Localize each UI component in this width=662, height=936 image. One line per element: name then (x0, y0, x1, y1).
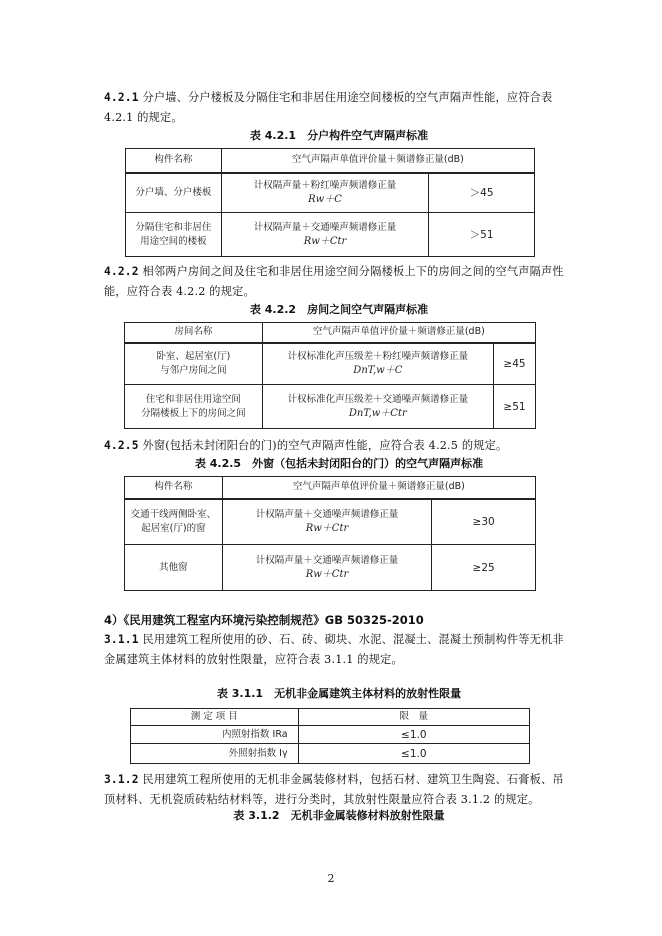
row-name-line: 交通干线两侧卧室、 (130, 508, 217, 520)
table-row (126, 173, 535, 213)
table-4-2-1 (125, 148, 535, 257)
quantity-symbol: Rw＋C (308, 193, 342, 205)
quantity-symbol: Rw＋Ctr (303, 235, 347, 247)
clause-text: 相邻两户房间之间及住宅和非居住用途空间分隔楼板上下的房间之间的空气声隔声性能，应符合表 4.2.2 的规定。 (104, 265, 564, 298)
clause-text: 民用建筑工程所使用的砂、石、砖、砌块、水泥、混凝土、混凝土预制构件等无机非金属建筑主体材料的放射性限量，应符合表 3.1.1 的规定。 (104, 633, 564, 666)
row-name: 其他窗 (125, 545, 223, 591)
clause-number: 3.1.1 (104, 633, 139, 646)
quantity-symbol: Rw＋Ctr (305, 522, 349, 534)
quantity-label: 计权隔声量＋粉红噪声频谱修正量 (253, 179, 397, 191)
table-row (125, 499, 536, 545)
header-cell: 空气声隔声单值评价量＋频谱修正量(dB) (222, 477, 535, 499)
table-row (125, 385, 536, 429)
quantity-symbol: DnT,w＋Ctr (348, 407, 407, 419)
row-name-line: 用途空间的楼板 (140, 235, 207, 247)
table-4-2-1-caption: 表 4.2.1 分户构件空气声隔声标准 (249, 129, 429, 142)
quantity-label: 计权标准化声压级差＋粉红噪声频谱修正量 (287, 350, 469, 362)
table-3-1-1 (130, 708, 530, 764)
quantity-cell (222, 499, 431, 545)
header-cell: 构件名称 (126, 149, 222, 173)
row-name-line: 分隔住宅和非居住 (135, 221, 212, 233)
table-row (125, 343, 536, 385)
row-name: 内照射指数 IRa (131, 726, 299, 744)
clause-4-2-1 (104, 88, 574, 128)
table-row (126, 213, 535, 257)
row-name-line: 与邻户房间之间 (160, 364, 227, 376)
quantity-label: 计权隔声量＋交通噪声频谱修正量 (253, 221, 397, 233)
clause-3-1-2 (104, 770, 574, 810)
section-heading: 4）《民用建筑工程室内环境污染控制规范》GB 50325-2010 (104, 613, 424, 627)
limit-value: ≥30 (432, 499, 536, 545)
clause-text: 分户墙、分户楼板及分隔住宅和非居住用途空间楼板的空气声隔声性能，应符合表 4.2.1 的规定。 (104, 91, 553, 124)
table-3-1-2-caption: 表 3.1.2 无机非金属装修材料放射性限量 (233, 809, 445, 822)
clause-text: 民用建筑工程所使用的无机非金属装修材料，包括石材、建筑卫生陶瓷、石膏板、吊顶材料、无机瓷质砖粘结材料等，进行分类时，其放射性限量应符合表 3.1.2 的规定。 (104, 773, 564, 806)
table-header-row (126, 149, 535, 173)
clause-3-1-1 (104, 630, 574, 670)
quantity-label: 计权隔声量＋交通噪声频谱修正量 (255, 554, 399, 566)
quantity-label: 计权隔声量＋交通噪声频谱修正量 (255, 508, 399, 520)
table-4-2-2 (124, 322, 536, 429)
row-name-line: 卧室、起居室(厅) (156, 350, 231, 362)
quantity-cell (221, 173, 428, 213)
row-name-line: 起居室(厅)的窗 (141, 522, 206, 534)
header-cell: 空气声隔声单值评价量＋频谱修正量(dB) (221, 149, 534, 173)
quantity-cell (262, 343, 493, 385)
table-header-row (125, 477, 536, 499)
table-row (131, 744, 530, 764)
page-number: 2 (327, 872, 335, 885)
limit-value: ≥25 (432, 545, 536, 591)
table-row (131, 726, 530, 744)
limit-value: ≤1.0 (298, 744, 529, 764)
table-header-row (125, 323, 536, 343)
quantity-symbol: DnT,w＋C (353, 364, 403, 376)
quantity-symbol: Rw＋Ctr (305, 568, 349, 580)
table-row (125, 545, 536, 591)
quantity-label: 计权标准化声压级差＋交通噪声频谱修正量 (287, 393, 469, 405)
row-name-line: 住宅和非居住用途空间 (145, 393, 241, 405)
header-cell: 房间名称 (125, 323, 263, 343)
clause-text: 外窗(包括未封闭阳台的门)的空气声隔声性能，应符合表 4.2.5 的规定。 (138, 439, 508, 452)
clause-4-2-2 (104, 262, 574, 302)
clause-4-2-5 (104, 436, 574, 456)
limit-value: ≤1.0 (298, 726, 529, 744)
clause-number: 4.2.1 (104, 91, 139, 104)
row-name: 外照射指数 Iγ (131, 744, 299, 764)
table-4-2-5 (124, 476, 536, 591)
row-name: 分户墙、分户楼板 (126, 173, 222, 213)
header-cell: 测 定 项 目 (131, 709, 299, 726)
clause-number: 4.2.5 (104, 439, 139, 452)
quantity-cell (221, 213, 428, 257)
row-name (125, 385, 263, 429)
clause-number: 4.2.2 (104, 265, 139, 278)
row-name (126, 213, 222, 257)
row-name (125, 343, 263, 385)
limit-value: ＞45 (429, 173, 535, 213)
limit-value: ≥51 (494, 385, 536, 429)
clause-number: 3.1.2 (104, 773, 139, 786)
header-cell: 构件名称 (125, 477, 223, 499)
table-4-2-2-caption: 表 4.2.2 房间之间空气声隔声标准 (249, 303, 429, 316)
quantity-cell (262, 385, 493, 429)
table-4-2-5-caption: 表 4.2.5 外窗（包括未封闭阳台的门）的空气声隔声标准 (194, 457, 484, 470)
limit-value: ＞51 (429, 213, 535, 257)
quantity-cell (222, 545, 431, 591)
table-3-1-1-caption: 表 3.1.1 无机非金属建筑主体材料的放射性限量 (216, 687, 462, 700)
row-name (125, 499, 223, 545)
table-header-row (131, 709, 530, 726)
row-name-line: 分隔楼板上下的房间之间 (141, 407, 246, 419)
header-cell: 空气声隔声单值评价量＋频谱修正量(dB) (262, 323, 535, 343)
header-cell: 限 量 (298, 709, 529, 726)
limit-value: ≥45 (494, 343, 536, 385)
